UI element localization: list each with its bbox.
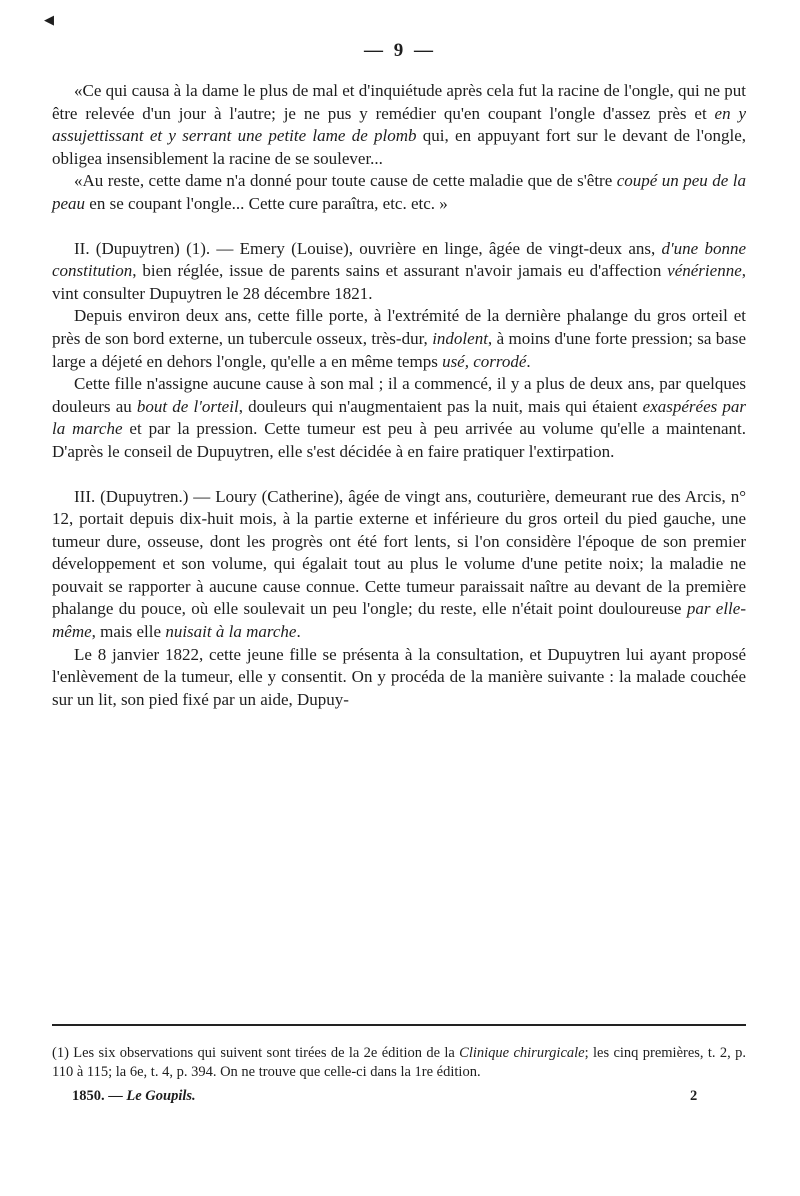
quote-paragraph-1: «Ce qui causa à la dame le plus de mal et d'inquiétude après cela fut la racine de l'ongle, qui ne put être relevée d'un jour à l'autre; je ne pus y remédier qu'en coupant l'ongle d'assez près et en y assujettissant et y serrant une petite lame de plomb qui, en appuyant fort sur le devant de l'ongle, obligea insensiblement la racine de se soulever... (52, 81, 747, 168)
observation-2-paragraph-1: II. (Dupuytren) (1). — Emery (Louise), ouvrière en linge, âgée de vingt-deux ans, d'une bonne constitution, bien réglée, issue de parents sains et assurant n'avoir jamais eu d'affection vénérienne, vint consulter Dupuytren le 28 décembre 1821. (52, 238, 746, 303)
quote-paragraph-2: «Au reste, cette dame n'a donné pour toute cause de cette maladie que de s'être coupé un peu de la peau en se coupant l'ongle... Cette cure paraîtra, etc. etc. » (52, 171, 746, 213)
sheet-number: 2 (690, 1088, 698, 1104)
footnote-divider (52, 1024, 746, 1026)
margin-mark: ◀ (44, 12, 54, 27)
footnote: (1) Les six observations qui suivent sont tirées de la 2e édition de la Clinique chirurgicale; les cinq premières, t. 2, p. 110 à 115; la 6e, t. 4, p. 394. On ne trouve que celle-ci dans la 1re édition. (52, 1045, 746, 1080)
body-text (52, 80, 746, 711)
printer-signature: 1850. — Le Goupils. (72, 1088, 196, 1104)
page-number: — 9 — (364, 40, 436, 61)
observation-2-paragraph-3: Cette fille n'assigne aucune cause à son mal ; il a commencé, il y a plus de deux ans, par quelques douleurs au bout de l'orteil, douleurs qui n'augmentaient pas la nuit, mais qui étaient exaspérées par la marche et par la pression. Cette tumeur est peu à peu arrivée au volume qu'elle a maintenant. D'après le conseil de Dupuytren, elle s'est décidée à en faire pratiquer l'extirpation. (52, 374, 747, 461)
observation-2-paragraph-2: Depuis environ deux ans, cette fille porte, à l'extrémité de la dernière phalange du gros orteil et près de son bord externe, un tubercule osseux, très-dur, indolent, à moins d'une forte pression; sa base large a déjeté en dehors l'ongle, qu'elle a en même temps usé, corrodé. (52, 306, 747, 371)
observation-3-paragraph-2: Le 8 janvier 1822, cette jeune fille se présenta à la consultation, et Dupuytren lui ayant proposé l'enlèvement de la tumeur, elle y consentit. On y procéda de la manière suivante : la malade couchée sur un lit, son pied fixé par un aide, Dupuy- (52, 644, 746, 709)
observation-3-paragraph-1: III. (Dupuytren.) — Loury (Catherine), âgée de vingt ans, couturière, demeurant rue des Arcis, n° 12, portait depuis dix-huit mois, à la partie externe et inférieure du gros orteil du pied gauche, une tumeur dure, osseuse, dont les progrès ont été fort lents, si l'on considère l'époque de son premier développement et son volume, qui égalait tout au plus le volume d'une petite noix; la maladie ne pouvait se rapporter à aucune cause connue. Cette tumeur paraissait naître au devant de la première phalange du pouce, où elle soulevait un peu l'ongle; du reste, elle n'était point douloureuse par elle-même, mais elle nuisait à la marche. (52, 486, 746, 642)
